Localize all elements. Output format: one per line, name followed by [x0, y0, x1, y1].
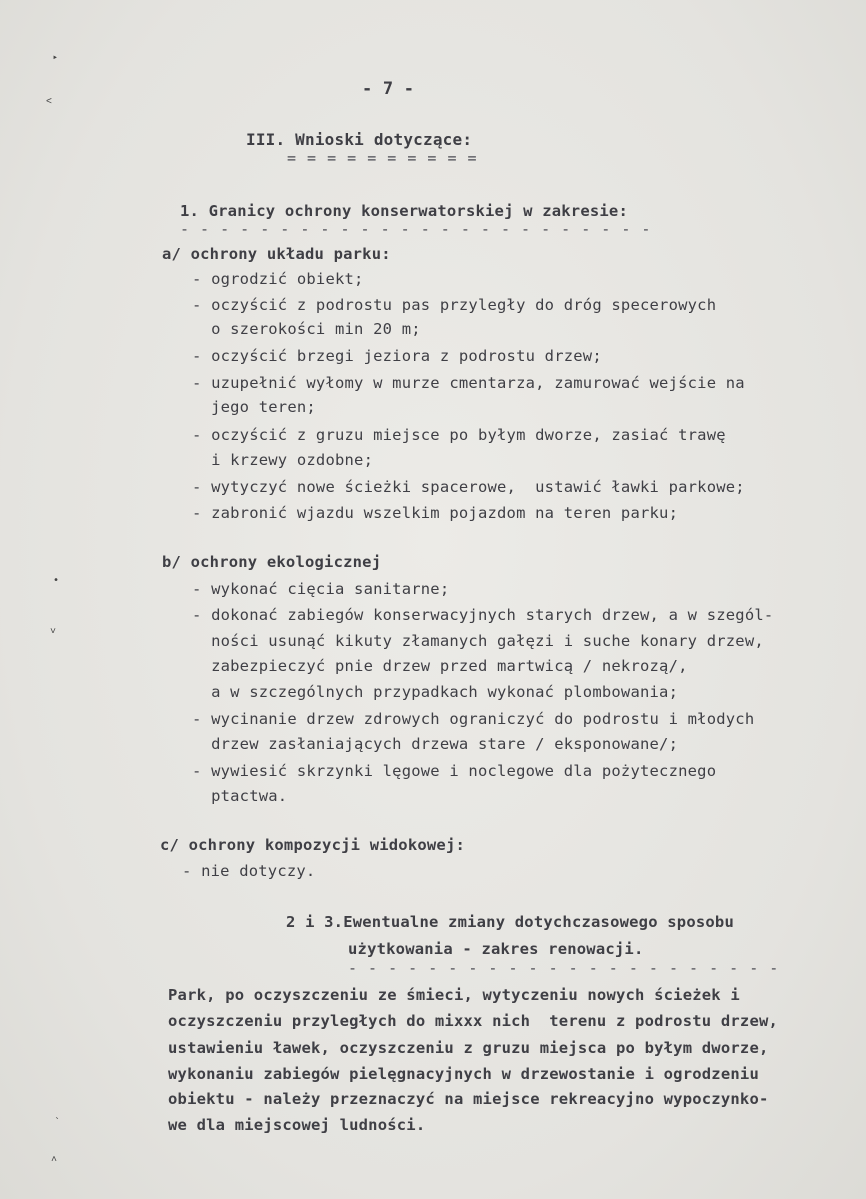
paragraph-line: we dla miejscowej ludności.	[168, 1116, 426, 1134]
list-item: i krzewy ozdobne;	[192, 451, 374, 469]
paragraph-line: obiektu - należy przeznaczyć na miejsce rekreacyjno wypoczynko-	[168, 1090, 769, 1108]
margin-mark: •	[53, 575, 60, 586]
list-item: jego teren;	[192, 398, 316, 416]
section-23-title-line1: 2 i 3.Ewentualne zmiany dotychczasowego sposobu	[286, 913, 734, 931]
list-item: - oczyścić brzegi jeziora z podrostu drzew;	[192, 347, 602, 365]
margin-mark: ˄	[51, 1154, 58, 1165]
list-item: drzew zasłaniających drzewa stare / eksponowane/;	[192, 735, 679, 753]
list-item: - wytyczyć nowe ścieżki spacerowe, ustawić ławki parkowe;	[192, 478, 745, 496]
paragraph-line: ustawieniu ławek, oczyszczeniu z gruzu miejsca po byłym dworze,	[168, 1039, 769, 1057]
list-item: zabezpieczyć pnie drzew przed martwicą / nekrozą/,	[192, 657, 688, 675]
list-item: - dokonać zabiegów konserwacyjnych starych drzew, a w szegól-	[192, 606, 774, 624]
page-number: - 7 -	[362, 79, 415, 99]
paragraph-line: oczyszczeniu przyległych do mixxx nich terenu z podrostu drzew,	[168, 1012, 779, 1030]
list-item: - oczyścić z gruzu miejsce po byłym dworze, zasiać trawę	[192, 426, 726, 444]
margin-mark: ˎ	[54, 1108, 61, 1119]
heading-underline: = = = = = = = = = =	[287, 149, 478, 167]
margin-mark: ‣	[52, 53, 59, 64]
section-heading: III. Wnioski dotyczące:	[246, 130, 473, 149]
list-item: - oczyścić z podrostu pas przyległy do dróg specerowych	[192, 296, 717, 314]
list-item: a w szczególnych przypadkach wykonać plombowania;	[192, 683, 679, 701]
paragraph-line: Park, po oczyszczeniu ze śmieci, wytyczeniu nowych ścieżek i	[168, 986, 740, 1004]
list-item: - uzupełnić wyłomy w murze cmentarza, zamurować wejście na	[192, 374, 745, 392]
list-item: - wycinanie drzew zdrowych ograniczyć do podrostu i młodych	[192, 710, 755, 728]
list-item: - ogrodzić obiekt;	[192, 270, 364, 288]
section-1-underline: - - - - - - - - - - - - - - - - - - - - - - - -	[180, 220, 652, 238]
list-item: - wykonać cięcia sanitarne;	[192, 580, 450, 598]
list-item: o szerokości min 20 m;	[192, 320, 421, 338]
list-item: ptactwa.	[192, 787, 288, 805]
margin-mark: ˅	[50, 626, 57, 637]
list-item: - nie dotyczy.	[182, 862, 316, 880]
section-1-title: 1. Granicy ochrony konserwatorskiej w zakresie:	[180, 202, 628, 220]
subsection-c-title: c/ ochrony kompozycji widokowej:	[160, 836, 466, 854]
subsection-a-title: a/ ochrony układu parku:	[162, 245, 391, 263]
section-23-underline: - - - - - - - - - - - - - - - - - - - - - -	[348, 959, 780, 977]
list-item: - wywiesić skrzynki lęgowe i noclegowe dla pożytecznego	[192, 762, 717, 780]
list-item: ności usunąć kikuty złamanych gałęzi i suche konary drzew,	[192, 632, 764, 650]
subsection-b-title: b/ ochrony ekologicznej	[162, 553, 382, 571]
paragraph-line: wykonaniu zabiegów pielęgnacyjnych w drzewostanie i ogrodzeniu	[168, 1065, 759, 1083]
list-item: - zabronić wjazdu wszelkim pojazdom na teren parku;	[192, 504, 679, 522]
margin-mark: ˂	[46, 96, 53, 107]
section-23-title-line2: użytkowania - zakres renowacji.	[348, 940, 644, 958]
